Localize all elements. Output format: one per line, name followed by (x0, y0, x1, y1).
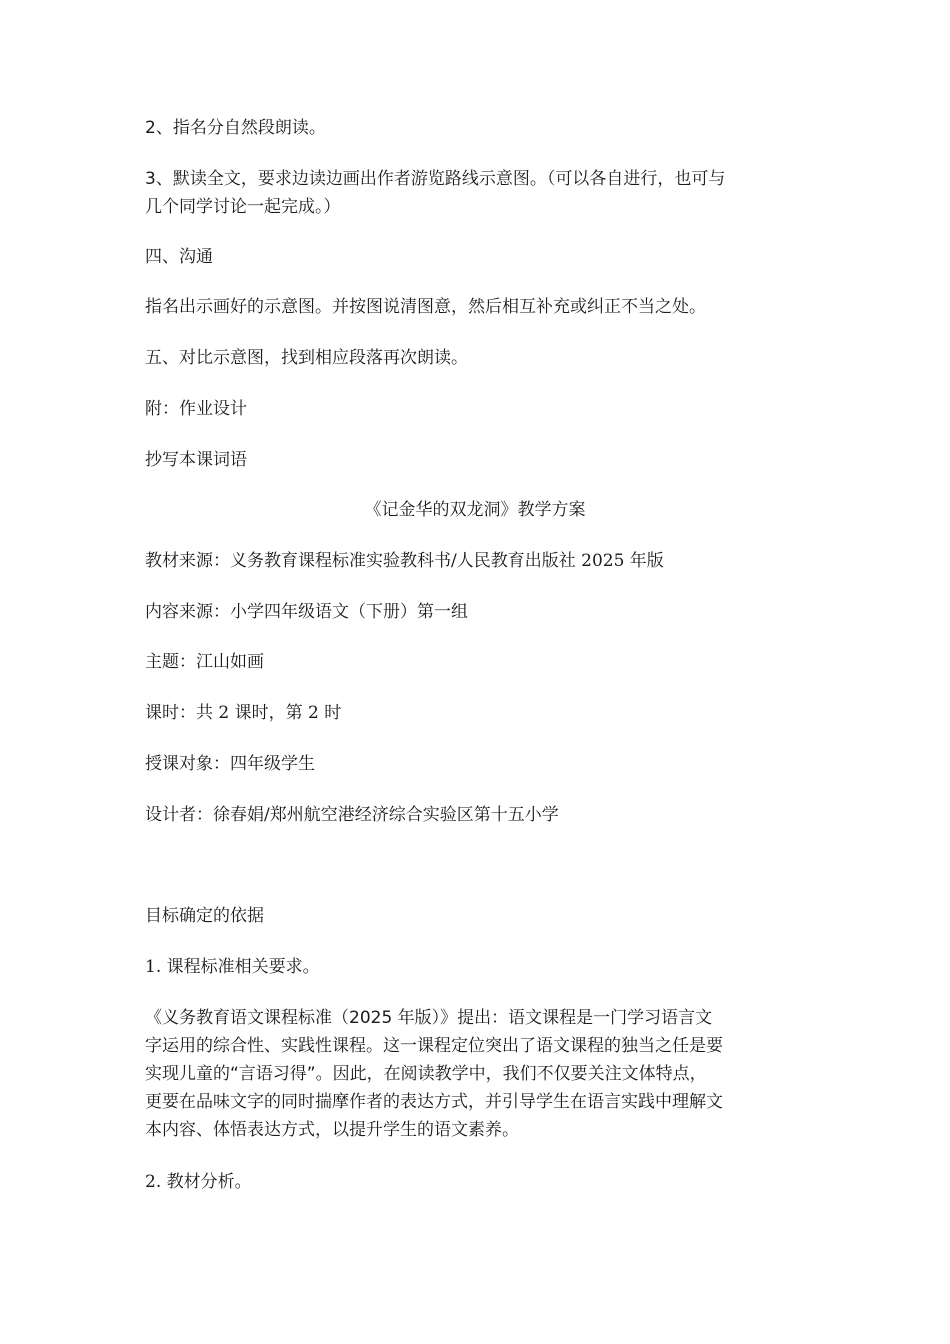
meta-theme: 主题：江山如画 (145, 652, 264, 672)
quote-paragraph-line-4: 更要在品味文字的同时揣摩作者的表达方式，并引导学生在语言实践中理解文 (145, 1092, 723, 1112)
meta-audience: 授课对象：四年级学生 (145, 754, 315, 774)
attachment-heading: 附：作业设计 (145, 399, 247, 419)
heading-target-basis: 目标确定的依据 (145, 906, 264, 926)
paragraph-step-2: 2、指名分自然段朗读。 (145, 118, 326, 138)
quote-paragraph-line-3: 实现儿童的“言语习得”。因此，在阅读教学中，我们不仅要关注文体特点， (145, 1064, 707, 1084)
quote-paragraph-line-1: 《义务教育语文课程标准（2025 年版）》提出：语文课程是一门学习语言文 (145, 1008, 713, 1028)
meta-textbook-source: 教材来源：义务教育课程标准实验教科书/人民教育出版社 2025 年版 (145, 551, 664, 571)
heading-section-4: 四、沟通 (145, 247, 213, 267)
paragraph-section-4: 指名出示画好的示意图。并按图说清图意，然后相互补充或纠正不当之处。 (145, 297, 706, 317)
heading-section-5: 五、对比示意图，找到相应段落再次朗读。 (145, 348, 468, 368)
meta-class-hours: 课时：共 2 课时，第 2 时 (145, 703, 342, 723)
document-title: 《记金华的双龙洞》教学方案 (364, 500, 586, 520)
paragraph-step-3-line-1: 3、默读全文，要求边读边画出作者游览路线示意图。（可以各自进行，也可与 (145, 169, 726, 189)
quote-paragraph-line-2: 字运用的综合性、实践性课程。这一课程定位突出了语文课程的独当之任是要 (145, 1036, 723, 1056)
paragraph-step-3-line-2: 几个同学讨论一起完成。） (145, 197, 341, 217)
quote-paragraph-line-5: 本内容、体悟表达方式，以提升学生的语文素养。 (145, 1120, 519, 1140)
subheading-textbook-analysis: 2. 教材分析。 (145, 1172, 252, 1192)
meta-content-source: 内容来源：小学四年级语文（下册）第一组 (145, 602, 468, 622)
subheading-curriculum-standard: 1. 课程标准相关要求。 (145, 957, 320, 977)
homework-item: 抄写本课词语 (145, 450, 247, 470)
meta-designer: 设计者：徐春娟/郑州航空港经济综合实验区第十五小学 (145, 805, 559, 825)
